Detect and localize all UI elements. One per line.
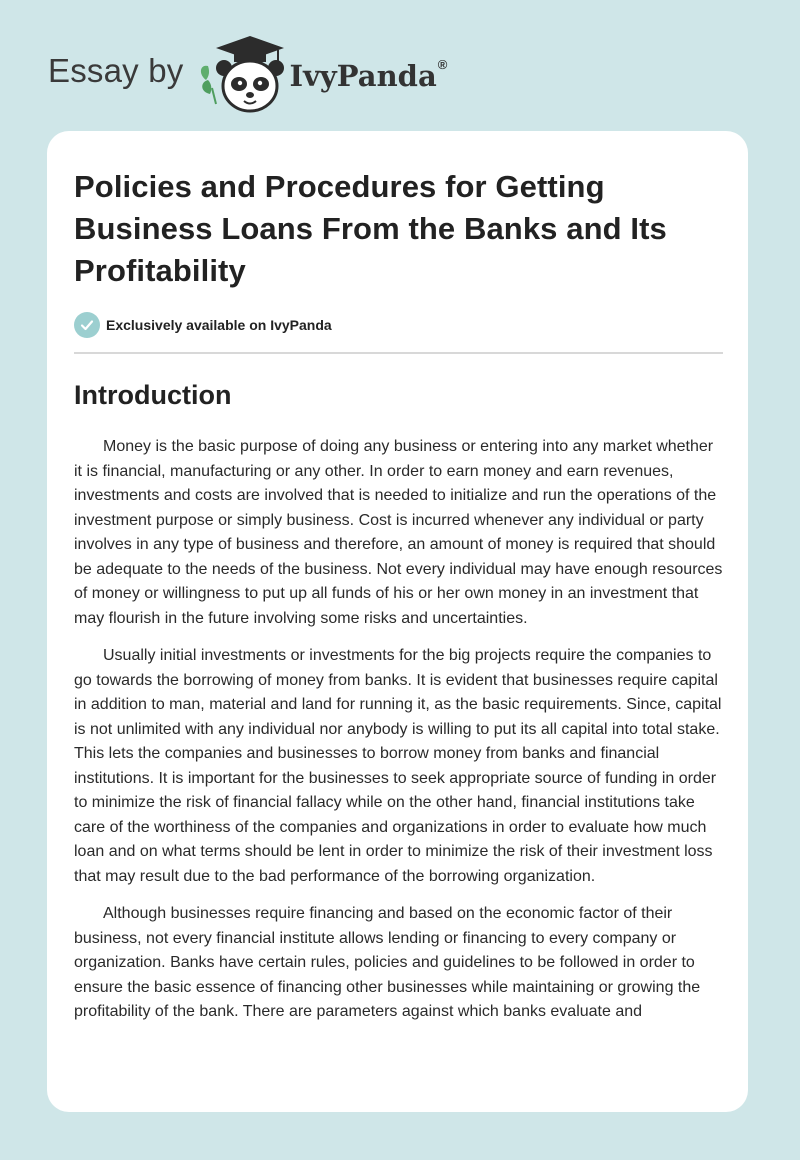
panda-graduate-logo-icon xyxy=(196,34,288,114)
brand-name xyxy=(290,59,448,93)
article-card xyxy=(47,131,748,1112)
exclusive-badge-label: Exclusively available on IvyPanda xyxy=(106,317,332,333)
article-content xyxy=(74,166,724,1038)
paragraph: Usually initial investments or investments for the big projects require the companies to go towards the borrowing of money from banks. It is evident that businesses require capital in addition to man, material and land for running it, as the basic requirements. Since, capital is not unlimited with any individual nor anybody is willing to put its all capital into total stake. This lets the companies and businesses to borrow money from banks and financial institutions. It is important for the businesses to seek appropriate source of funding in order to minimize the risk of financial fallacy while on the other hand, financial institutions take care of the worthiness of the companies and organizations in order to evaluate how much loan and on what terms should be lent in order to minimize the risk of their investment loss that may result due to the bad performance of the borrowing organization. xyxy=(74,647,722,885)
site-logo[interactable] xyxy=(48,34,447,114)
paragraph: Money is the basic purpose of doing any business or entering into any market whether it is financial, manufacturing or any other. In order to earn money and earn revenues, investments and costs are involved that is needed to initialize and run the operations of the investment purpose or simply business. Cost is incurred whenever any individual or party involves in any type of business and therefore, an amount of money is required that should be adequate to the needs of the business. Not every individual may have enough resources of money or willingness to put up all funds of his or her own money in an investment that may flourish in the future involving some risks and uncertainties. xyxy=(74,438,723,627)
registered-mark: ® xyxy=(437,57,448,72)
article-body xyxy=(74,435,724,1025)
exclusive-badge xyxy=(74,312,724,338)
brand-name-text: IvyPanda xyxy=(289,59,437,93)
paragraph: Although businesses require financing and based on the economic factor of their business, not every financial institute allows lending or financing to every company or organization. Banks have certain rules, policies and guidelines to be followed in order to ensure the basic essence of financing other businesses while maintaining or growing the profitability of the bank. There are parameters against which banks evaluate and xyxy=(74,905,701,1020)
brand-prefix: Essay by xyxy=(48,52,184,89)
article-title: Policies and Procedures for Getting Business Loans From the Banks and Its Profitability xyxy=(74,169,667,288)
divider xyxy=(74,352,723,354)
check-badge-icon xyxy=(74,312,100,338)
section-heading: Introduction xyxy=(74,380,232,410)
